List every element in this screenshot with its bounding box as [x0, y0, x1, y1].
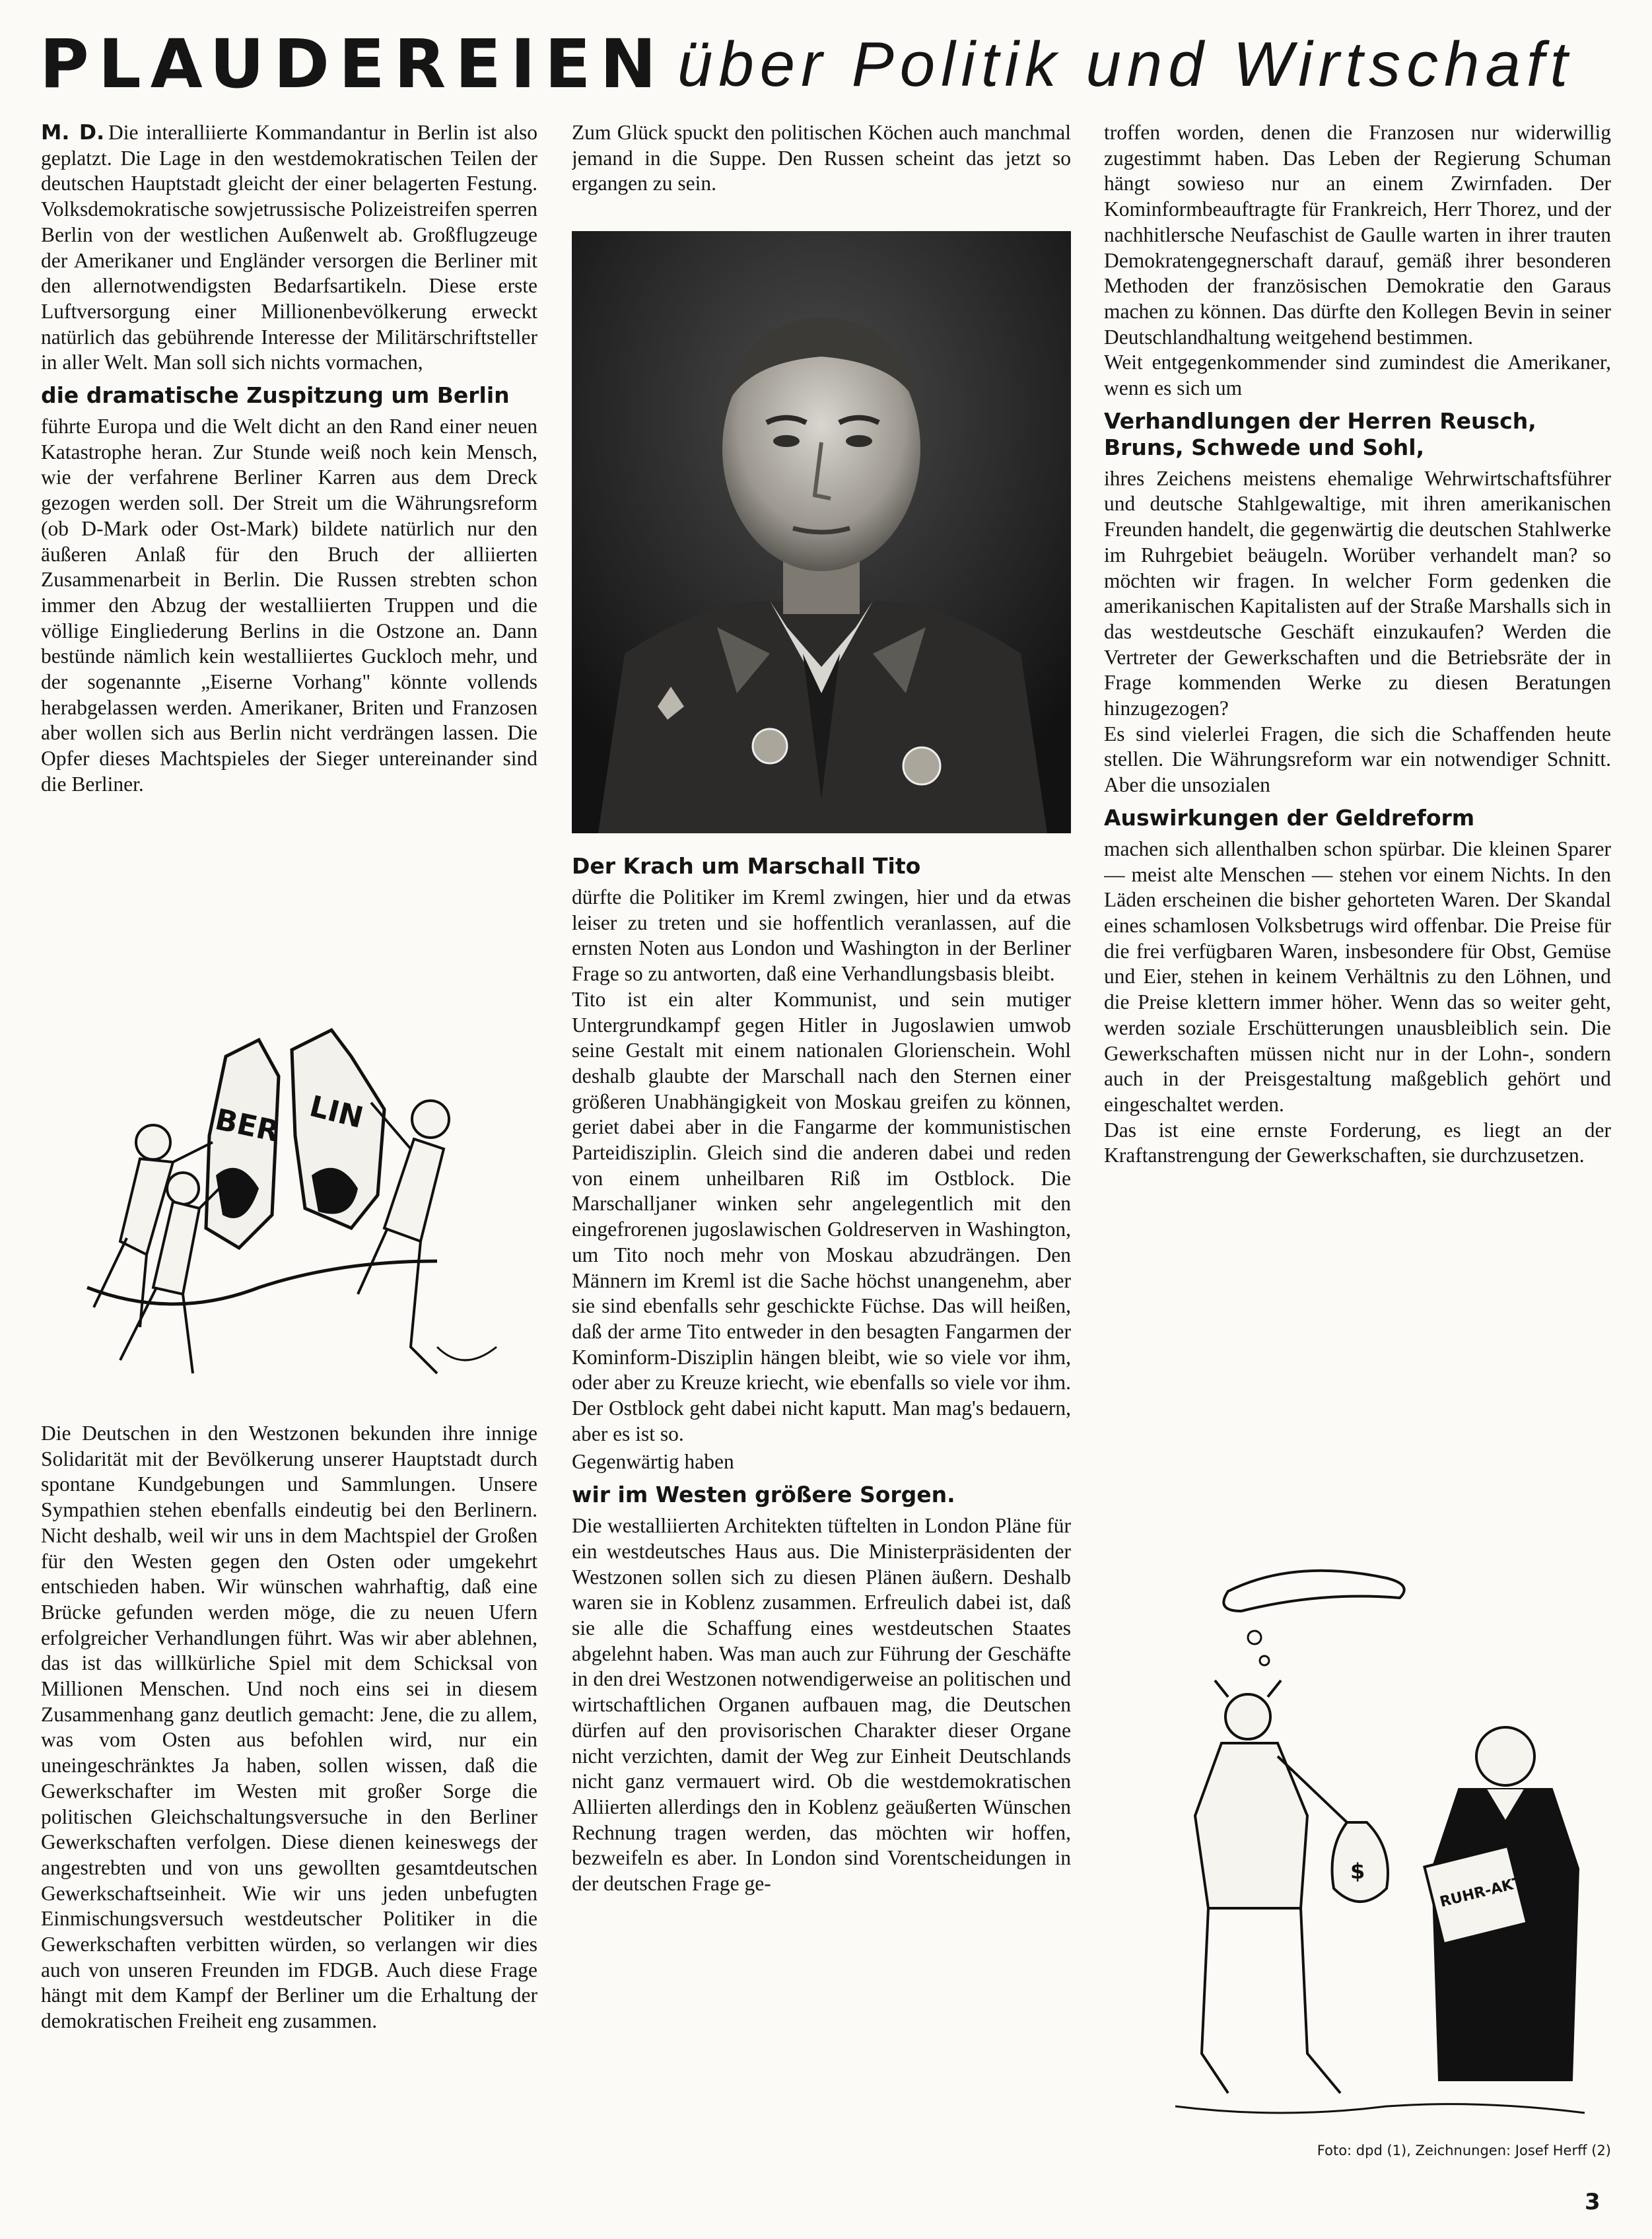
column-1-bottom — [41, 1421, 537, 2167]
article-paragraph: führte Europa und die Welt dicht an den Rand einer neuen Katastrophe heran. Zur Stunde weiß noch kein Mensch, wie der verfahrene Berliner Karren aus dem Dreck gezogen werden soll. Der Streit um die Währungsreform (ob D-Mark oder Ost-Mark) bildete natürlich nur den äußeren Anlaß für den Bruch der alliierten Zusammenarbeit in Berlin. Die Russen strebten schon immer den Abzug der westalliierten Truppen und die völlige Eingliederung Berlins in die Ostzone an. Dann bestünde nämlich kein westalliiertes Guckloch mehr, und der sogenannte „Eiserne Vorhang" könnte vollends herabgelassen werden. Amerikaner, Briten und Franzosen aber wollen sich aus Berlin nicht verdrängen lassen. Die Opfer dieses Machtspieles der Sieger untereinander sind die Berliner. — [41, 415, 537, 796]
section-heading: die dramatische Zuspitzung um Berlin — [41, 382, 510, 409]
portrait-photo — [572, 231, 1071, 833]
article-paragraph: machen sich allenthalben schon spürbar. Die kleinen Sparer — meist alte Menschen — stehen vor einem Nichts. In den Läden erscheinen die bisher gehorteten Waren. Der Skandal eines schamlosen Volksbetrugs wird offenbar. Die Preise für die frei verfügbaren Waren, insbesondere für Obst, Gemüse und Eier, stehen in keinem Verhältnis zu den Löhnen, und die Preise klettern immer höher. Wenn das so weiter geht, werden soziale Erschütterungen unausbleiblich sein. Die Gewerkschaften müssen nicht nur in der Lohn-, sondern auch in der Preisgestaltung maßgeblich gehört und eingeschaltet werden. — [1104, 837, 1611, 1116]
column-2-bottom — [572, 846, 1071, 2193]
article-text: Die interalliierte Kommandantur in Berlin ist also geplatzt. Die Lage in den westdemokratischen Teilen der deutschen Hauptstadt gleicht der einer belagerten Festung. Volksdemokratische sowjetrussische Polizeistreifen sperren Berlin von der westlichen Außenwelt ab. Großflugzeuge der Amerikaner und Engländer versorgen die Berliner mit den allernotwendigsten Bedarfsartikeln. Diese erste Luftversorgung einer Millionenbevölkerung erweckt natürlich das gebührende Interesse der Militärschriftsteller in aller Welt. Man soll sich nichts vormachen, — [41, 121, 537, 374]
masthead-title-italic: über Politik und Wirtschaft — [677, 29, 1574, 100]
cartoon-label-ber: BER — [212, 1102, 283, 1150]
cartoon-bag-label: RUHR-AKT — [1438, 1874, 1525, 1911]
masthead — [40, 25, 1611, 104]
article-paragraph: Die westalliierten Architekten tüftelten in London Pläne für ein westdeutsches Haus aus. Die Ministerpräsidenten der Westzonen sollen sich zu diesen Plänen äußern. Deshalb waren sie in Koblenz zusammen. Erfreulich dabei ist, daß sie alle die Schaffung eines westdeutschen Staates abgelehnt haben. Was man auch zur Führung der Geschäfte in den drei Westzonen notwendigerweise an politischen und wirtschaftlichen Organen aufbauen mag, die Deutschen dürfen auf den provisorischen Charakter dieser Organe nicht verzichten, damit der Weg zur Einheit Deutschlands nicht ganz vermauert wird. Ob die westdemokratischen Alliierten allerdings den in Koblenz geäußerten Wünschen Rechnung tragen werden, das möchten wir hoffen, bezweifeln es aber. In London sind Vorentscheidungen in der deutschen Frage ge- — [572, 1514, 1071, 1896]
article-paragraph: Gegenwärtig haben — [572, 1450, 734, 1474]
cartoon-label-lin: LIN — [306, 1089, 367, 1136]
section-heading: Auswirkungen der Geldreform — [1104, 804, 1475, 831]
article-paragraph: ihres Zeichens meistens ehemalige Wehrwirtschaftsführer und deutsche Stahlgewaltige, mit ihren amerikanischen Freunden handelt, die gegenwärtig die deutschen Stahlwerke im Ruhrgebiet beäugeln. Worüber verhandelt man? so möchten wir fragen. In welcher Form gedenken die amerikanischen Kapitalisten auf der Straße Marshalls sich in das westdeutsche Geschäft einzukaufen? Werden die Vertreter der Gewerkschaften und die Betriebsräte der in Frage kommenden Werke zu diesen Beratungen hinzugezogen? — [1104, 466, 1611, 720]
photo-credits: Foto: dpd (1), Zeichnungen: Josef Herff (2) — [1317, 2143, 1611, 2158]
section-heading: Verhandlungen der Herren Reusch, Bruns, Schwede und Sohl, — [1104, 407, 1536, 460]
article-paragraph: Tito ist ein alter Kommunist, und sein mutiger Untergrundkampf gegen Hitler in Jugoslawien umwob seine Gestalt mit einem nationalen Glorienschein. Wohl deshalb glaubte der Marschall nach den Sternen einer größeren Unabhängigkeit von Moskau greifen zu können, geriet dabei aber in die Fangarme der kommunistischen Parteidisziplin. Gleich sind die anderen dabei und reden von einem unheilbaren Riß im Ostblock. Die Marschalljaner winken sehr angelegentlich mit den eingefrorenen jugoslawischen Goldreserven in Washington, um Tito noch mehr von Moskau abzudrängen. Den Männern im Kreml ist die Sache höchst unangenehm, aber sie sind ebenfalls sehr geschickte Füchse. Das will heißen, daß der arme Tito entweder in den besagten Fangarmen der Kominform-Disziplin hängen bleibt, wie so viele vor ihm, oder aber zu Kreuze kriecht, wie ebenfalls so viele vor ihm. Der Ostblock geht dabei nicht kaputt. Man mag's bedauern, aber es ist so. — [572, 987, 1071, 1445]
article-paragraph: Weit entgegenkommender sind zumindest die Amerikaner, wenn es sich um — [1104, 351, 1611, 400]
berlin-cartoon-drawing — [41, 977, 537, 1413]
article-paragraph — [41, 120, 537, 376]
section-heading: wir im Westen größere Sorgen. — [572, 1482, 955, 1508]
portrait-photo-drawing — [572, 231, 1071, 833]
hermes-cartoon-drawing — [1149, 1538, 1604, 2133]
author-initials: M. D. — [41, 121, 105, 145]
article-paragraph: Die Deutschen in den Westzonen bekunden ihre innige Solidarität mit der Bevölkerung unserer Hauptstadt durch spontane Kundgebungen und Sammlungen. Unsere Sympathien stehen ebenfalls eindeutig bei den Berlinern. Nicht deshalb, weil wir uns in dem Machtspiel der Großen für den Westen gegen den Osten oder umgekehrt entschieden haben. Wir wünschen wahrhaftig, daß eine Brücke gefunden werden möge, die zu neuen Ufern erfolgreicher Verhandlungen führt. Was wir aber ablehnen, das ist das willkürliche Spiel mit dem Schicksal von Millionen Menschen. Und noch eins sei in diesem Zusammenhang ganz deutlich gemacht: Jene, die zu allem, was vom Osten aus befohlen wird, nur ein uneingeschränktes Ja haben, sollen wissen, daß die Gewerkschafter im Westen mit großer Sorge die politischen Gleichschaltungsversuche in den Berliner Gewerkschaften verfolgen. Diese dienen keineswegs der angestrebten und von uns gewollten gesamtdeutschen Gewerkschaftseinheit. Wie wir uns jeden unbefugten Einmischungsversuch westdeutscher Politiker in die Gewerkschaften verbitten würden, so verlangen wir dies auch von unseren Freunden im FDGB. Auch diese Frage hängt mit dem Kampf der Berliner um die Erhaltung der demokratischen Freiheit eng zusammen. — [41, 1422, 537, 2033]
article-paragraph: Es sind vielerlei Fragen, die sich die Schaffenden heute stellen. Die Währungsreform war ein notwendiger Schnitt. Aber die unsozialen — [1104, 722, 1611, 797]
page-number: 3 — [1585, 2189, 1600, 2215]
column-3 — [1104, 120, 1611, 1487]
article-paragraph: troffen worden, denen die Franzosen nur widerwillig zugestimmt haben. Das Leben der Regierung Schuman hängt sowieso nur an einem Zwirnfaden. Der Kominformbeauftragte für Frankreich, Herr Thorez, und der nachhitlersche Neufaschist de Gaulle warten in ihrer trauten Demokratengegnerschaft darauf, gemäß ihrer besonderen Methoden der französischen Demokratie den Garaus machen zu können. Das dürfte den Kollegen Bevin in seiner Deutschlandhaltung weitgehend bestimmen. — [1104, 121, 1611, 349]
article-paragraph: Zum Glück spuckt den politischen Köchen auch manchmal jemand in die Suppe. Den Russen scheint das jetzt so ergangen zu sein. — [572, 121, 1071, 195]
article-paragraph: Das ist eine ernste Forderung, es liegt an der Kraftanstrengung der Gewerkschaften, sie durchzusetzen. — [1104, 1118, 1611, 1167]
masthead-title-bold: PLAUDEREIEN — [40, 25, 666, 104]
berlin-cartoon — [41, 977, 537, 1413]
article-paragraph: dürfte die Politiker im Kreml zwingen, hier und da etwas leiser zu treten und sie hoffentlich veranlassen, auf die ernsten Noten aus London und Washington in der Berliner Frage so zu antworten, daß eine Verhandlungsbasis bleibt. — [572, 885, 1071, 986]
column-2-top — [572, 120, 1071, 206]
section-heading: Der Krach um Marschall Tito — [572, 853, 921, 879]
column-1-top — [41, 120, 537, 959]
svg-text:$: $ — [1350, 1859, 1365, 1884]
hermes-cartoon — [1149, 1538, 1604, 2133]
